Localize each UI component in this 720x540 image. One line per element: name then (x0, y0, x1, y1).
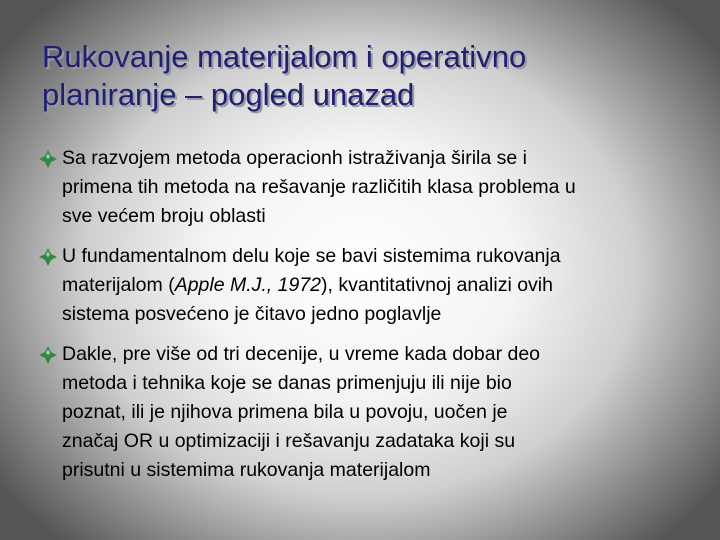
bullet-text-line: prisutni u sistemima rukovanja materijalom (62, 459, 431, 481)
bullet-item (38, 144, 698, 231)
bullet-item (38, 340, 698, 485)
bullet-text-segment: materijalom ( (62, 274, 175, 296)
bullet-text-line: poznat, ili je njihova primena bila u povoju, uočen je (62, 401, 508, 423)
title-line: planiranje – pogled unazad (42, 77, 415, 112)
bullet-text-line: sistema posvećeno je čitavo jedno poglavlje (62, 303, 442, 325)
bullet-text-line: primena tih metoda na rešavanje različitih klasa problema u (62, 176, 576, 198)
slide-title (42, 38, 702, 114)
diamond-flower-bullet-icon (38, 149, 58, 169)
diamond-flower-bullet-icon (38, 345, 58, 365)
bullet-text-line: Sa razvojem metoda operacionh istraživanja širila se i (62, 147, 527, 169)
bullet-list (38, 144, 698, 495)
bullet-text-line (62, 271, 698, 300)
bullet-text-line: sve većem broju oblasti (62, 205, 266, 227)
bullet-text-line: značaj OR u optimizaciji i rešavanju zadataka koji su (62, 430, 516, 452)
diamond-flower-bullet-icon (38, 247, 58, 267)
citation-text: Apple M.J., 1972 (174, 274, 322, 296)
bullet-text-segment: ), kvantitativnoj analizi ovih (321, 274, 553, 296)
title-line: Rukovanje materijalom i operativno (42, 39, 527, 74)
bullet-text-line: metoda i tehnika koje se danas primenjuju ili nije bio (62, 372, 512, 394)
bullet-item (38, 242, 698, 329)
bullet-text-line: U fundamentalnom delu koje se bavi sistemima rukovanja (62, 245, 561, 267)
bullet-text-line: Dakle, pre više od tri decenije, u vreme kada dobar deo (62, 343, 541, 365)
